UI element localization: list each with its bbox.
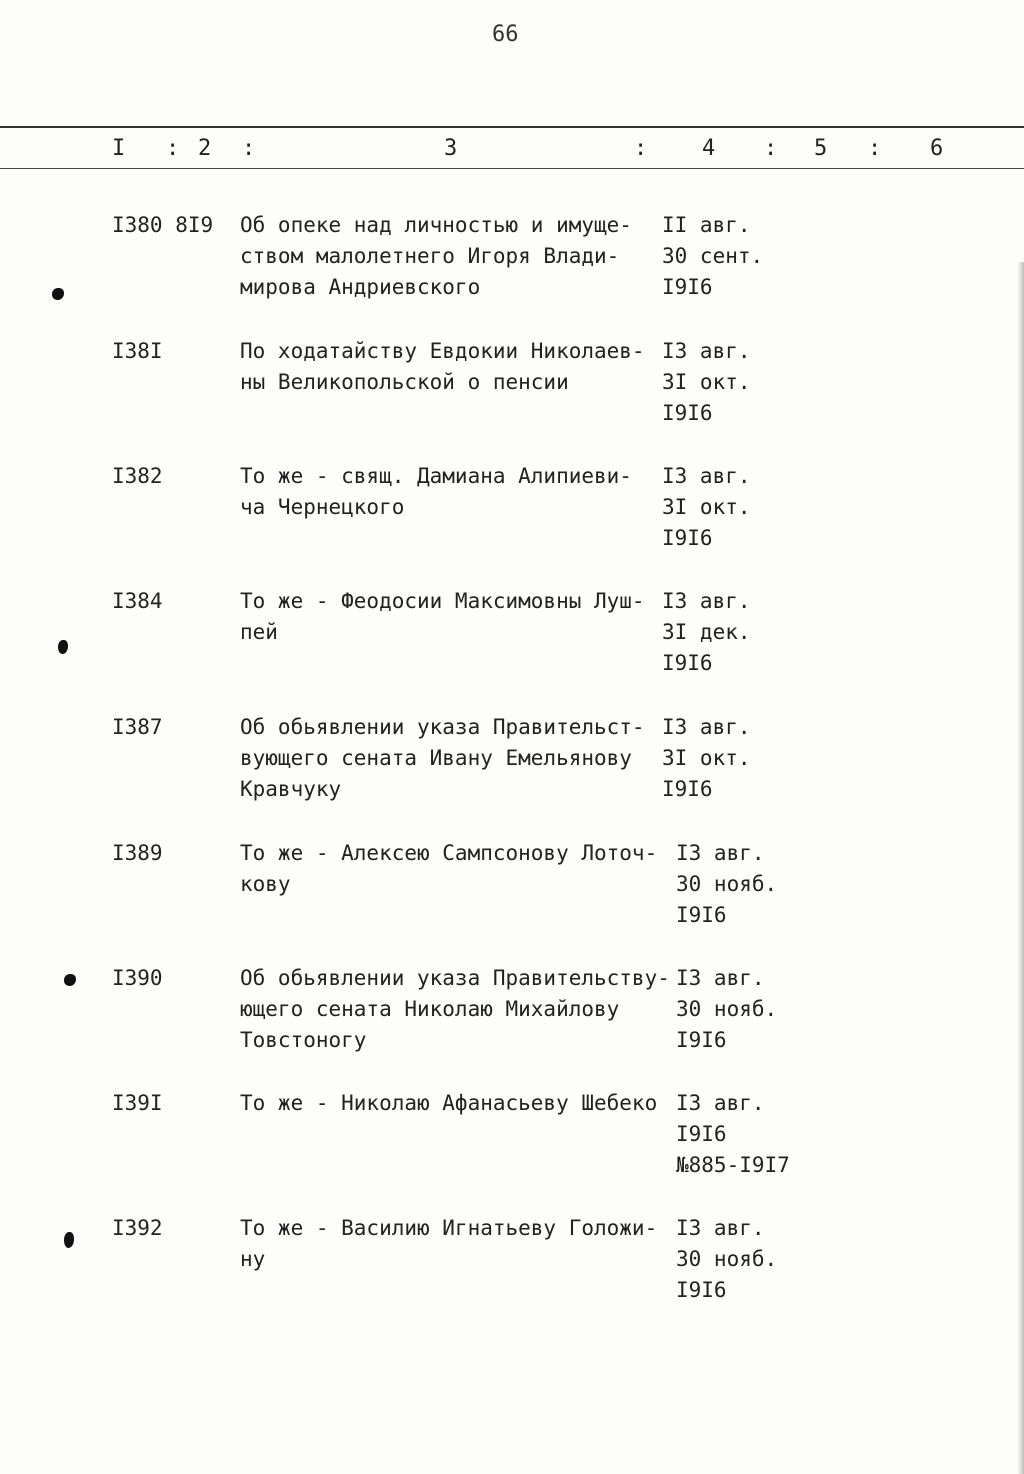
- record-description: То же - Василию Игнатьеву Голожи- ну: [240, 1216, 658, 1271]
- record-number: I389: [112, 841, 163, 865]
- record-description: То же - Феодосии Максимовны Луш- пей: [240, 589, 645, 644]
- record-dates: II авг. 30 сент. I9I6: [662, 213, 764, 299]
- record-number: I380 8I9: [112, 213, 214, 237]
- col-sep-1: :: [166, 136, 180, 161]
- record-dates: I3 авг. 3I дек. I9I6: [662, 589, 751, 675]
- col-1-header: I: [112, 136, 126, 161]
- record-dates: I3 авг. I9I6 №885-I9I7: [676, 1091, 790, 1177]
- col-2-header: 2: [198, 136, 212, 161]
- header-bottom-rule: [0, 168, 1024, 169]
- col-sep-2: :: [242, 136, 256, 161]
- record-description: То же - свящ. Дамиана Алипиеви- ча Чернецкого: [240, 464, 632, 519]
- margin-check-mark: [64, 1232, 74, 1248]
- col-3-header: 3: [444, 136, 458, 161]
- column-header: [0, 136, 1024, 166]
- margin-check-mark: [58, 640, 68, 654]
- record-number: I39I: [112, 1091, 163, 1115]
- margin-check-mark: [52, 288, 64, 300]
- record-number: I382: [112, 464, 163, 488]
- record-number: I384: [112, 589, 163, 613]
- col-4-header: 4: [702, 136, 716, 161]
- page-edge-shadow: [1018, 262, 1024, 1474]
- record-description: Об обьявлении указа Правительст- вующего сената Ивану Емельянову Кравчуку: [240, 715, 645, 801]
- record-dates: I3 авг. 3I окт. I9I6: [662, 339, 751, 425]
- col-sep-4: :: [764, 136, 778, 161]
- col-5-header: 5: [814, 136, 828, 161]
- record-description: То же - Алексею Сампсонову Лоточ- кову: [240, 841, 658, 896]
- record-description: То же - Николаю Афанасьеву Шебеко: [240, 1091, 658, 1115]
- record-number: I392: [112, 1216, 163, 1240]
- col-6-header: 6: [930, 136, 944, 161]
- header-top-rule: [0, 126, 1024, 128]
- margin-check-mark: [64, 974, 76, 986]
- record-dates: I3 авг. 30 нояб. I9I6: [676, 841, 778, 927]
- page-number: 66: [492, 22, 519, 47]
- record-dates: I3 авг. 3I окт. I9I6: [662, 464, 751, 550]
- record-description: По ходатайству Евдокии Николаев- ны Великопольской о пенсии: [240, 339, 645, 394]
- col-sep-3: :: [634, 136, 648, 161]
- record-dates: I3 авг. 3I окт. I9I6: [662, 715, 751, 801]
- record-description: Об обьявлении указа Правительству- ющего сената Николаю Михайлову Товстоногу: [240, 966, 670, 1052]
- record-dates: I3 авг. 30 нояб. I9I6: [676, 966, 778, 1052]
- record-description: Об опеке над личностью и имуще- ством малолетнего Игоря Влади- мирова Андриевского: [240, 213, 632, 299]
- record-number: I387: [112, 715, 163, 739]
- record-dates: I3 авг. 30 нояб. I9I6: [676, 1216, 778, 1302]
- col-sep-5: :: [868, 136, 882, 161]
- record-number: I390: [112, 966, 163, 990]
- record-number: I38I: [112, 339, 163, 363]
